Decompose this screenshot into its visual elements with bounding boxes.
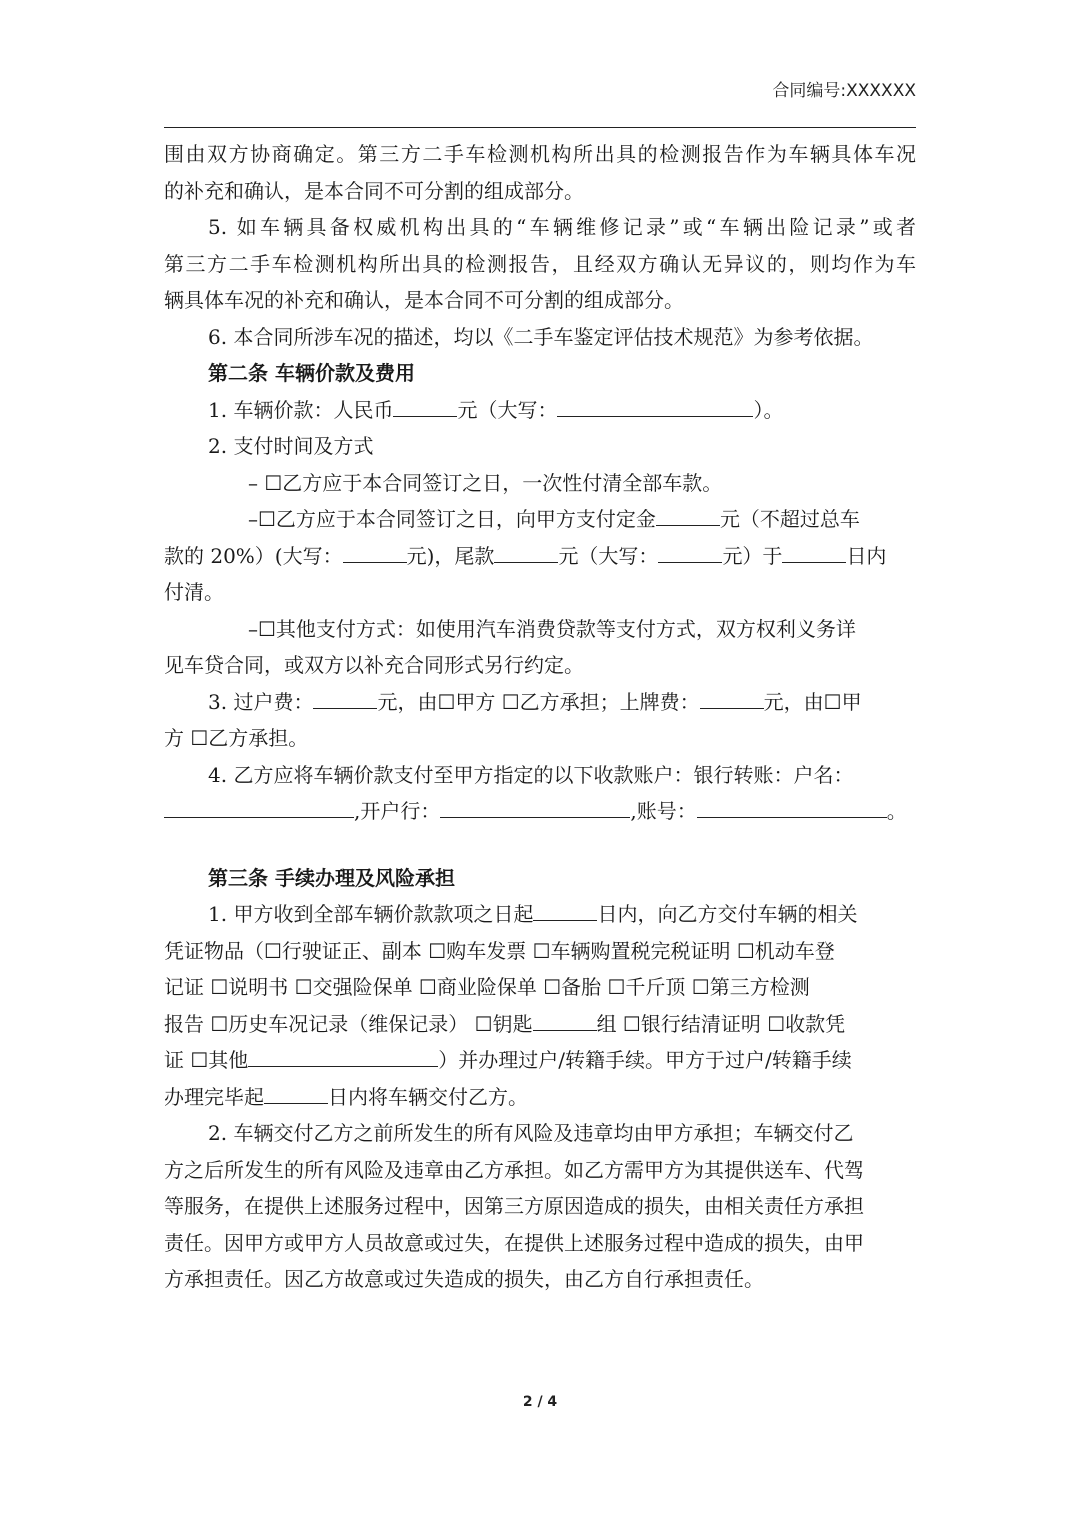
keys-count-blank[interactable]	[533, 1008, 597, 1031]
risk-clause-line: 等服务，在提供上述服务过程中，因第三方原因造成的损失，由相关责任方承担	[164, 1194, 864, 1218]
handover-line	[164, 896, 916, 933]
section-heading-article-3: 第三条 手续办理及风险承担	[208, 865, 455, 890]
bank-account-line: 4. 乙方应将车辆价款支付至甲方指定的以下收款账户：银行转账：户名：	[208, 762, 854, 787]
contract-number: 合同编号:XXXXXX	[772, 81, 916, 101]
clause-6-line: 6. 本合同所涉车况的描述，均以《二手车鉴定评估技术规范》为参考依据。	[208, 324, 874, 349]
spacer	[164, 830, 916, 860]
text-segment: ）。	[753, 397, 784, 422]
handover-days-blank[interactable]	[533, 898, 597, 921]
text-segment: 证 ☐其他	[164, 1048, 249, 1072]
text-segment: 日内，向乙方交付车辆的相关	[597, 902, 858, 926]
text-segment: –☐乙方应于本合同签订之日，向甲方支付定金	[248, 507, 656, 531]
paragraph-line: 见车贷合同，或双方以补充合同形式另行约定。	[164, 653, 584, 677]
text-segment: ,账号：	[630, 799, 697, 823]
paragraph-line: 付清。	[164, 580, 224, 604]
plate-fee-blank[interactable]	[700, 686, 764, 709]
text-segment: ,开户行：	[354, 799, 441, 823]
text-segment: 元（不超过总车	[719, 507, 860, 531]
text-segment: 3. 过户费：	[208, 689, 314, 714]
bank-fields-line	[164, 793, 916, 830]
risk-clause-line: 方承担责任。因乙方故意或过失造成的损失，由乙方自行承担责任。	[164, 1267, 764, 1291]
documents-line: 记证 ☐说明书 ☐交强险保单 ☐商业险保单 ☐备胎 ☐千斤顶 ☐第三方检测	[164, 975, 810, 999]
account-name-blank[interactable]	[164, 795, 354, 818]
deposit-words-blank[interactable]	[343, 540, 407, 563]
account-number-blank[interactable]	[697, 795, 887, 818]
text-segment: 组 ☐银行结清证明 ☐收款凭	[596, 1011, 846, 1036]
text-segment: 日内	[846, 543, 887, 568]
price-blank[interactable]	[393, 394, 457, 417]
documents-line: 凭证物品（☐行驶证正、副本 ☐购车发票 ☐车辆购置税完税证明 ☐机动车登	[164, 938, 835, 963]
risk-clause-line: 责任。因甲方或甲方人员故意或过失，在提供上述服务过程中造成的损失，由甲	[164, 1230, 864, 1255]
paragraph-line: 第三方二手车检测机构所出具的检测报告，且经双方确认无异议的，则均作为车	[164, 251, 916, 276]
text-segment: 1. 甲方收到全部车辆价款款项之日起	[208, 902, 534, 926]
days-blank[interactable]	[782, 540, 846, 563]
price-in-words-blank[interactable]	[557, 394, 753, 417]
bank-branch-blank[interactable]	[440, 795, 630, 818]
balance-blank[interactable]	[494, 540, 558, 563]
paragraph-line: 围由双方协商确定。第三方二手车检测机构所出具的检测报告作为车辆具体车况	[164, 142, 916, 166]
other-items-blank[interactable]	[248, 1044, 438, 1067]
section-heading-article-2: 第二条 车辆价款及费用	[208, 361, 415, 385]
deposit-detail-line	[164, 538, 916, 575]
text-segment: 办理完毕起	[164, 1084, 264, 1109]
balance-words-blank[interactable]	[658, 540, 722, 563]
text-segment: 。	[886, 799, 907, 823]
text-segment: ）并办理过户/转籍手续。甲方于过户/转籍手续	[438, 1048, 852, 1072]
vehicle-price-line	[164, 392, 916, 429]
payment-option-other: –☐其他支付方式：如使用汽车消费贷款等支付方式，双方权利义务详	[248, 616, 856, 641]
delivery-line	[164, 1079, 916, 1116]
text-segment: 元）于	[722, 543, 783, 568]
text-segment: 1. 车辆价款：人民币	[208, 397, 394, 422]
transfer-fee-line	[164, 684, 916, 721]
risk-clause-line: 方之后所发生的所有风险及违章由乙方承担。如乙方需甲方为其提供送车、代驾	[164, 1157, 864, 1182]
paragraph-line: 辆具体车况的补充和确认，是本合同不可分割的组成部分。	[164, 288, 684, 312]
deposit-blank[interactable]	[656, 503, 720, 526]
documents-line	[164, 1006, 916, 1043]
text-segment: 元，由☐甲方 ☐乙方承担；上牌费：	[377, 689, 700, 714]
risk-clause-line: 2. 车辆交付乙方之前所发生的所有风险及违章均由甲方承担；车辆交付乙	[208, 1121, 854, 1145]
header-divider	[164, 127, 916, 128]
text-segment: 报告 ☐历史车况记录（维保记录） ☐钥匙	[164, 1011, 533, 1036]
contract-body	[164, 136, 916, 1298]
text-segment: 元)，尾款	[406, 543, 495, 568]
page-number: 2 / 4	[522, 1394, 558, 1410]
text-segment: 元，由☐甲	[763, 689, 862, 714]
payment-method-title: 2. 支付时间及方式	[208, 434, 374, 458]
payment-option-deposit	[164, 501, 916, 538]
payment-option-full: – ☐乙方应于本合同签订之日，一次性付清全部车款。	[248, 470, 723, 495]
text-segment: 元（大写：	[457, 397, 558, 422]
paragraph-line: 的补充和确认，是本合同不可分割的组成部分。	[164, 178, 584, 203]
text-segment: 元（大写：	[558, 543, 659, 568]
clause-5-line: 5. 如车辆具备权威机构出具的“车辆维修记录”或“车辆出险记录”或者	[208, 215, 916, 239]
paragraph-line: 方 ☐乙方承担。	[164, 726, 309, 750]
delivery-days-blank[interactable]	[264, 1081, 328, 1104]
documents-line	[164, 1042, 916, 1079]
transfer-fee-blank[interactable]	[313, 686, 377, 709]
text-segment: 款的 20%）(大写：	[164, 543, 343, 568]
text-segment: 日内将车辆交付乙方。	[328, 1084, 528, 1109]
